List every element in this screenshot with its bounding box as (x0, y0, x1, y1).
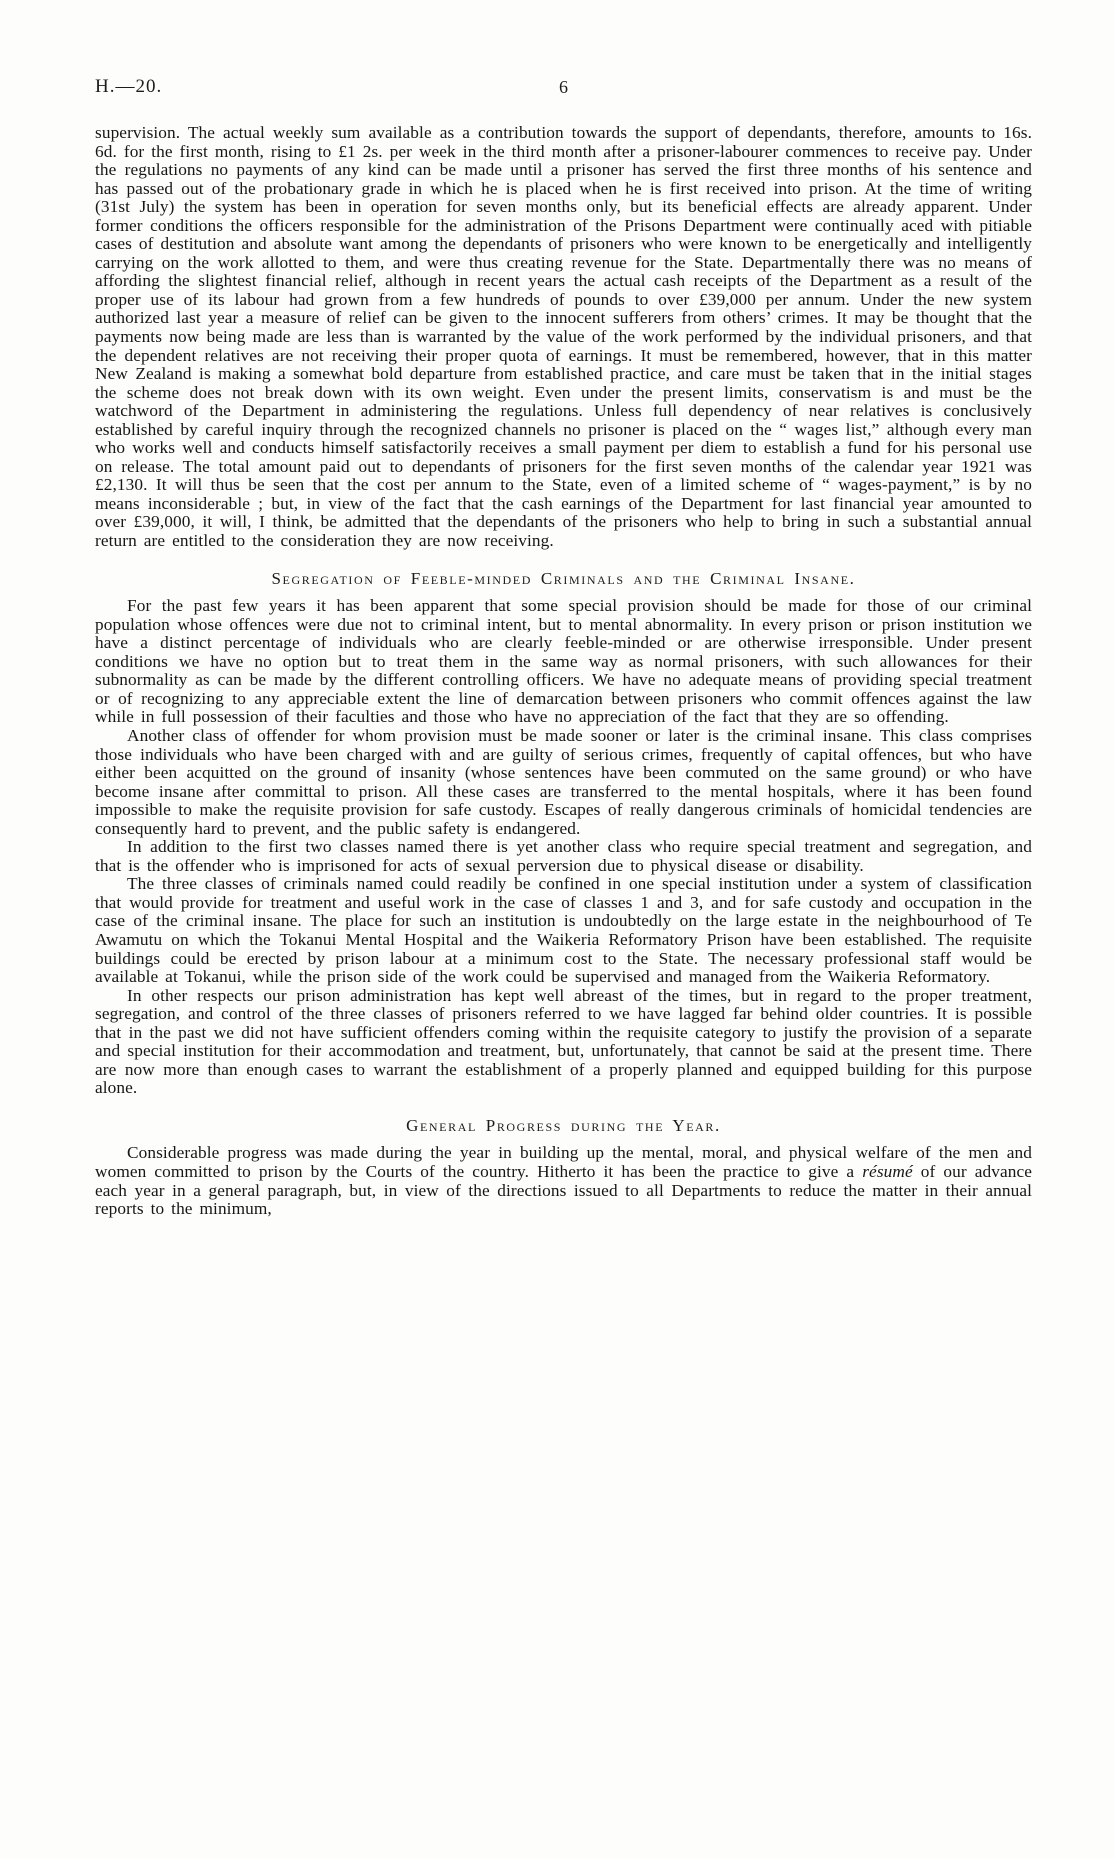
body-paragraph-three-classes: The three classes of criminals named could readily be confined in one special institution under a system of classification that would provide for treatment and useful work in the case of classes 1 and 3, and for safe custody and occupation in the case of the criminal insane. The place for such an institution is undoubtedly on the large estate in the neighbourhood of Te Awamutu on which the Tokanui Mental Hospital and the Waikeria Reformatory Prison have been established. The requisite buildings could be erected by prison labour at a minimum cost to the State. The necessary professional staff would be available at Tokanui, while the prison side of the work could be supervised and managed from the Waikeria Reformatory. (95, 874, 1032, 987)
body-paragraph-special-provision: For the past few years it has been apparent that some special provision should be made for those of our criminal population whose offences were due not to criminal intent, but to mental abnormality. In every prison or prison institution we have a distinct percentage of individuals who are clearly feeble-minded or are otherwise irresponsible. Under present conditions we have no option but to treat them in the same way as normal prisoners, with such allowances for their subnormality as can be made by the different controlling officers. We have no adequate means of providing special treatment or of recognizing to any appreciable extent the line of demarcation between prisoners who commit offences against the law while in full possession of their faculties and those who have no appreciation of the fact that they are so offending. (95, 596, 1032, 727)
section-heading-general-progress: General Progress during the Year. (406, 1115, 721, 1135)
page-number: 6 (559, 77, 568, 97)
text-column (95, 124, 1032, 1219)
page-header (95, 76, 1032, 100)
paragraph-text-segment: Considerable progress was made during the year in building up the mental, moral, and physical welfare of the men and women committed to prison by the Courts of the country. Hitherto it has been the practice to give a (95, 1143, 1032, 1181)
section-heading-segregation: Segregation of Feeble-minded Criminals and the Criminal Insane. (271, 568, 856, 588)
body-paragraph-third-class: In addition to the first two classes named there is yet another class who require special treatment and segregation, and that is the offender who is imprisoned for acts of sexual perversion due to physical disease or disability. (95, 837, 1032, 875)
paragraph-text-segment: of our advance each year in a general paragraph, but, in view of the directions issued to all Departments to reduce the matter in their annual reports to the minimum, (95, 1161, 1033, 1219)
body-paragraph-criminal-insane: Another class of offender for whom provision must be made sooner or later is the criminal insane. This class comprises those individuals who have been charged with and are guilty of serious crimes, frequently of capital offences, but who have either been acquitted on the ground of insanity (whose sentences have been commuted on the same ground) or who have become insane after committal to prison. All these cases are transferred to the mental hospitals, where it has been found impossible to make the requisite provision for safe custody. Escapes of really dangerous criminals of homicidal tendencies are consequently hard to prevent, and the public safety is endangered. (95, 725, 1032, 838)
body-paragraph-progress (95, 1144, 1032, 1218)
document-reference: H.—20. (95, 76, 163, 97)
body-paragraph-other-respects: In other respects our prison administration has kept well abreast of the times, but in regard to the proper treatment, segregation, and control of the three classes of prisoners referred to we have lagged far behind older countries. It is possible that in the past we did not have sufficient offenders coming within the requisite category to justify the provision of a separate and special institution for their accommodation and treatment, but, unfortunately, that cannot be said at the present time. There are now more than enough cases to warrant the establishment of a properly planned and equipped building for this purpose alone. (95, 985, 1032, 1098)
body-paragraph-supervision: supervision. The actual weekly sum available as a contribution towards the support of dependants, therefore, amounts to 16s. 6d. for the first month, rising to £1 2s. per week in the third month after a prisoner-labourer commences to receive pay. Under the regulations no payments of any kind can be made until a prisoner has served the first three months of his sentence and has passed out of the probationary grade in which he is placed when he is first received into prison. At the time of writing (31st July) the system has been in operation for seven months only, but its beneficial effects are already apparent. Under former conditions the officers responsible for the administration of the Prisons Department were continually aced with pitiable cases of destitution and absolute want among the dependants of prisoners who were known to be energetically and intelligently carrying on the work allotted to them, and were thus creating revenue for the State. Departmentally there was no means of affording the slightest financial relief, although in recent years the actual cash receipts of the Department as a result of the proper use of its labour had grown from a few hundreds of pounds to over £39,000 per annum. Under the new system authorized last year a measure of relief can be given to the innocent sufferers from others’ crimes. It may be thought that the payments now being made are less than is warranted by the value of the work performed by the individual prisoners, and that the dependent relatives are not receiving their proper quota of earnings. It must be remembered, however, that in this matter New Zealand is making a somewhat bold departure from established practice, and care must be taken that in the initial stages the scheme does not break down with its own weight. Even under the present limits, conservatism is and must be the watchword of the Department in administering the regulations. Unless full dependency of near relatives is conclusively established by careful inquiry through the recognized channels no prisoner is placed on the “ wages list,” although every man who works well and conducts himself satisfactorily receives a small payment per diem to establish a fund for his personal use on release. The total amount paid out to dependants of prisoners for the first seven months of the calendar year 1921 was £2,130. It will thus be seen that the cost per annum to the State, even of a limited scheme of “ wages-payment,” is by no means inconsiderable ; but, in view of the fact that the cash earnings of the Department for last financial year amounted to over £39,000, it will, I think, be admitted that the dependants of the prisoners who help to bring in such a substantial annual return are entitled to the consideration they are now receiving. (95, 123, 1032, 551)
italic-word-resume: résumé (862, 1161, 913, 1181)
